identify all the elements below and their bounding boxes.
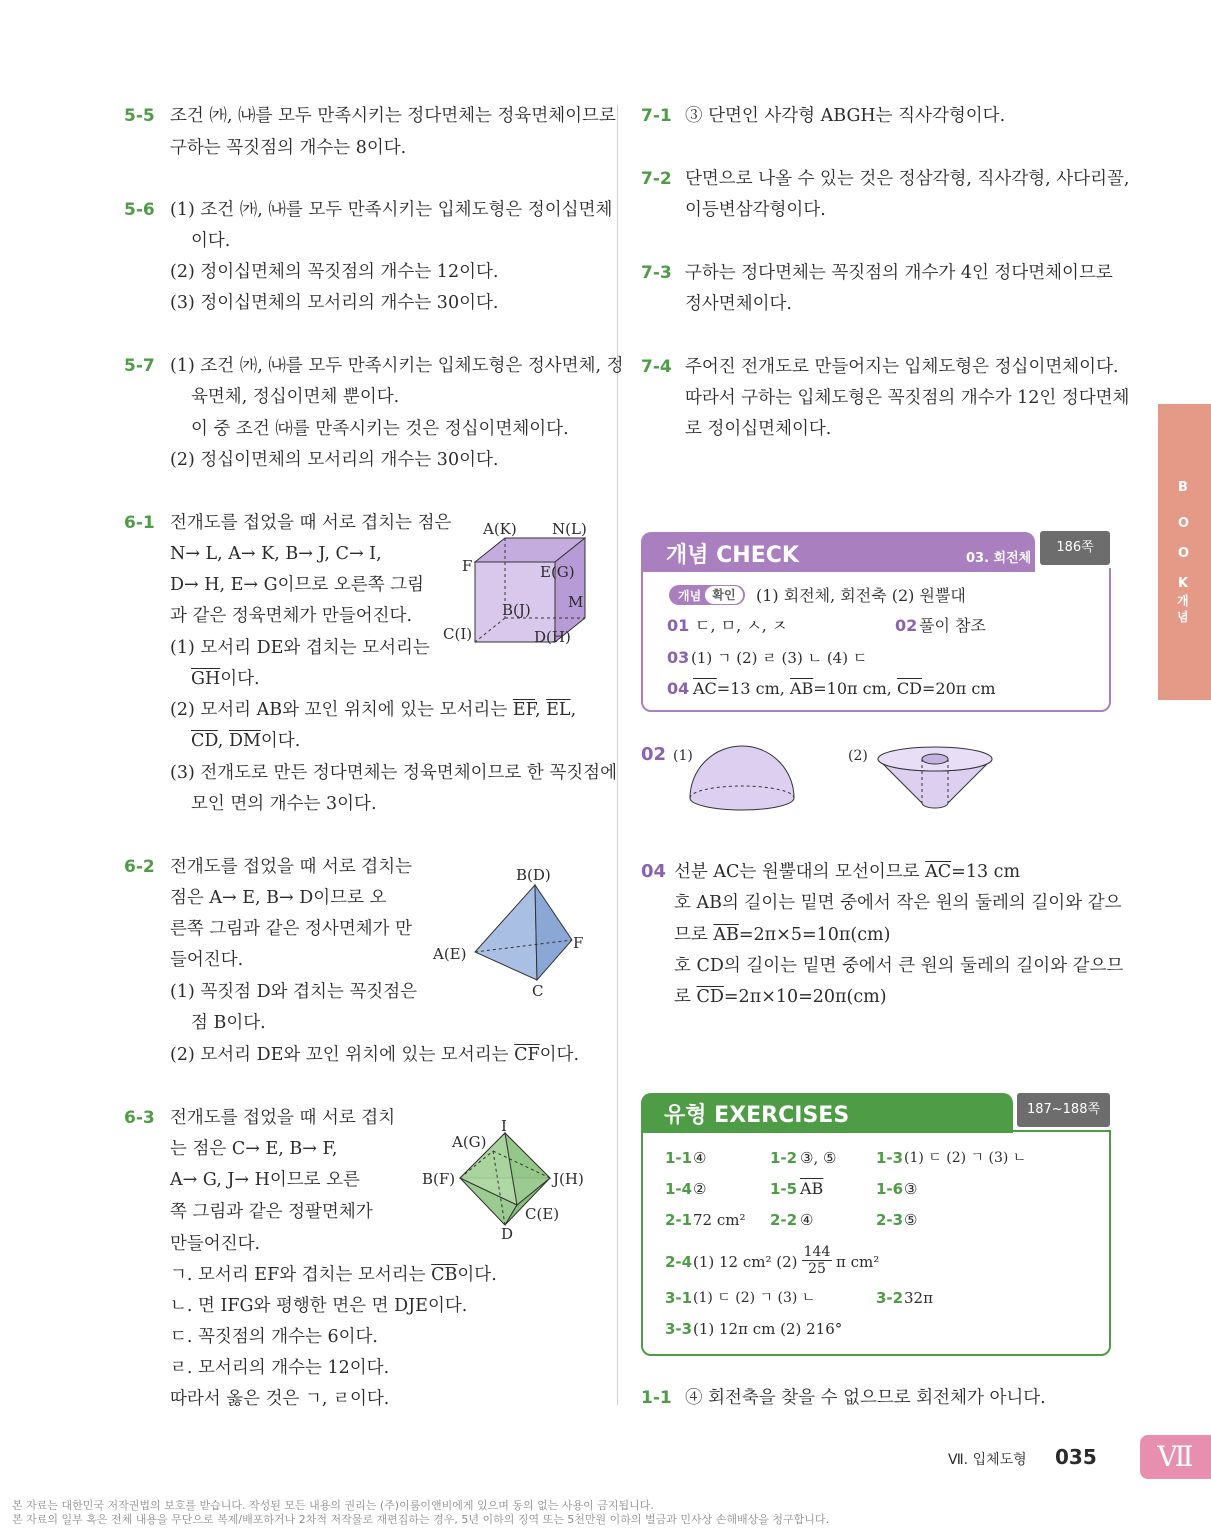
text-line: 모인 면의 개수는 3이다. [191,794,377,814]
text-line: 구하는 정다면체는 꼭짓점의 개수가 4인 정다면체이므로 [685,263,1113,283]
answer-number: 3-2 [876,1289,904,1307]
vertex-label: C(I) [443,625,473,643]
answer-number: 1-1 [665,1149,693,1167]
problem-number: 1-1 [641,1388,672,1408]
problem-number: 7-3 [641,263,672,283]
concept-tag [669,585,745,605]
vertex-label: A(E) [433,945,467,963]
text-line: ㄱ. 모서리 EF와 겹치는 모서리는 $\overline{CB}$이다. [170,1265,497,1285]
problem-number: 5-6 [124,200,155,220]
answer-value: ② [693,1180,707,1198]
side-tab [1158,404,1211,700]
text-line: 호 CD의 길이는 밑면 중에서 큰 원의 둘레의 길이와 같으므 [674,956,1124,976]
hemisphere-figure [685,738,800,813]
answer-value: 32π [904,1289,933,1307]
sub-label: (1) [673,748,693,764]
fraction [802,1244,832,1277]
text-line: (2) 모서리 AB와 꼬인 위치에 있는 모서리는 $\overline{EF}$, $\overline{EL}$, [170,700,577,720]
text-line: 점은 A→ E, B→ D이므로 오 [170,888,387,908]
answer-number: 02 [895,616,918,635]
text-line: 른쪽 그림과 같은 정사면체가 만 [170,919,413,939]
copyright-notice: 본 자료는 대한민국 저작권법의 보호를 받습니다. 작성된 모든 내용의 권리는 (주)이룸이앤비에게 있으며 동의 없는 사용이 금지됩니다. [12,1499,654,1512]
answer-value: $\overline{AC}=13$ cm, $\overline{AB}=10\pi$ cm, $\overline{CD}=20\pi$ cm [693,679,996,698]
answer-value: 72 cm² [693,1211,746,1229]
vertex-label: E(G) [540,563,575,581]
vertex-label: C(E) [525,1205,560,1223]
answer-value: ④ [693,1149,707,1167]
problem-number: 5-5 [124,106,155,126]
answer-number: 1-3 [876,1149,904,1167]
vertex-label: D(H) [534,628,571,646]
text-line: 로 정이십면체이다. [685,419,832,439]
answer-value: ④ [800,1211,814,1229]
tetrahedron-figure [470,880,580,985]
text-line: 므로 $\overline{AB}=2\pi\times 5=10\pi(cm)$ [674,925,891,945]
page-number: 035 [1055,1445,1097,1469]
check-section: 03. 회전체 [966,551,1032,566]
answer-value: (1) ㄱ (2) ㄹ (3) ㄴ (4) ㄷ [691,649,868,667]
vertex-label: F [462,557,473,575]
text-line: (1) 조건 ㈎, ㈏를 모두 만족시키는 입체도형은 정이십면체 [170,200,613,220]
cube-figure [460,530,600,650]
side-tab-letter: K [1178,576,1189,591]
vertex-label: I [501,1117,507,1135]
text-line: $\overline{GH}$이다. [191,669,260,689]
answer-number: 2-2 [770,1211,798,1229]
text-line: 점 B이다. [191,1013,266,1033]
tag-label: 확인 [705,586,743,604]
text-line: (1) 회전체, 회전축 (2) 원뿔대 [756,586,966,605]
side-tab-letter: 개 [1177,594,1189,608]
text-line: 이다. [191,231,231,251]
text-line: 따라서 구하는 입체도형은 꼭짓점의 개수가 12인 정다면체 [685,388,1130,408]
text-line: 단면으로 나올 수 있는 것은 정삼각형, 직사각형, 사다리꼴, [685,169,1130,189]
answer-value: π cm² [836,1253,880,1271]
text-line: A→ G, J→ H이므로 오른 [170,1170,360,1190]
answer-number: 1-4 [665,1180,693,1198]
vertex-label: F [573,934,584,952]
answer-value: (1) ㄷ (2) ㄱ (3) ㄴ [693,1290,816,1306]
vertex-label: C [532,982,544,1000]
text-line: 따라서 옳은 것은 ㄱ, ㄹ이다. [170,1389,390,1409]
vertex-label: B(F) [422,1170,456,1188]
check-page-badge: 186쪽 [1040,531,1110,565]
text-line: 이등변삼각형이다. [685,200,826,220]
exercises-page-badge: 187~188쪽 [1017,1093,1110,1127]
vertex-label: N(L) [552,520,587,538]
text-line: 만들어진다. [170,1234,261,1254]
answer-number: 1-6 [876,1180,904,1198]
side-tab-letter: 념 [1177,610,1189,624]
answer-number: 03 [667,648,690,667]
answer-number: 3-1 [665,1289,693,1307]
answer-value: ③ [904,1180,918,1198]
answer-value: (1) 12 cm² (2) [693,1253,798,1271]
vertex-label: M [568,593,584,611]
problem-number: 6-3 [124,1108,155,1128]
text-line: 로 $\overline{CD}=2\pi\times 10=20\pi(cm)$ [674,987,887,1007]
text-line: (3) 정이십면체의 모서리의 개수는 30이다. [170,293,499,313]
check-title: 개념 CHECK [666,543,799,568]
text-line: ③ 단면인 사각형 ABGH는 직사각형이다. [685,106,1006,126]
text-line: 호 AB의 길이는 밑면 중에서 작은 원의 둘레의 길이와 같으 [674,893,1122,913]
frustum-figure [873,745,998,815]
text-line: (2) 정십이면체의 모서리의 개수는 30이다. [170,450,499,470]
vertex-label: B(D) [516,866,551,884]
side-tab-letter: B [1178,480,1188,495]
side-tab-letter: O [1178,546,1190,561]
answer-value: ㄷ, ㅁ, ㅅ, ㅈ [695,616,788,635]
problem-number: 5-7 [124,356,155,376]
text-line: 정사면체이다. [685,294,792,314]
text-line: ④ 회전축을 찾을 수 없으므로 회전체가 아니다. [685,1388,1046,1408]
answer-number: 3-3 [665,1320,693,1338]
text-line: (2) 모서리 DE와 꼬인 위치에 있는 모서리는 $\overline{CF}$이다. [170,1045,580,1065]
text-line: 선분 AC는 원뿔대의 모선이므로 $\overline{AC}=13$ cm [674,862,1021,882]
text-line: (2) 정이십면체의 꼭짓점의 개수는 12이다. [170,262,499,282]
answer-number: 01 [667,616,690,635]
text-line: (3) 전개도로 만든 정다면체는 정육면체이므로 한 꼭짓점에 [170,763,617,783]
text-line: 전개도를 접었을 때 서로 겹치 [170,1108,396,1128]
text-line: 주어진 전개도로 만들어지는 입체도형은 정십이면체이다. [685,357,1119,377]
answer-number: 04 [667,679,690,698]
text-line: 이 중 조건 ㈐를 만족시키는 것은 정십이면체이다. [191,419,569,439]
problem-number: 04 [641,861,667,882]
text-line: ㄷ. 꼭짓점의 개수는 6이다. [170,1327,378,1347]
vertex-label: J(H) [553,1170,584,1188]
answer-value: ③, ⑤ [800,1149,837,1167]
vertex-label: B(J) [502,601,531,619]
text-line: 과 같은 정육면체가 만들어진다. [170,606,413,626]
column-divider [617,105,618,1405]
problem-number: 02 [641,744,667,765]
text-line: 조건 ㈎, ㈏를 모두 만족시키는 정다면체는 정육면체이므로 [170,106,616,126]
text-line: (1) 조건 ㈎, ㈏를 모두 만족시키는 입체도형은 정사면체, 정 [170,356,624,376]
answer-number: 2-1 [665,1211,693,1229]
answer-value: 풀이 참조 [919,616,986,635]
answer-value: (1) ㄷ (2) ㄱ (3) ㄴ [904,1150,1027,1166]
fraction-denominator: 25 [808,1261,826,1277]
answer-number: 2-3 [876,1211,904,1229]
text-line: 구하는 꼭짓점의 개수는 8이다. [170,138,407,158]
text-line: $\overline{CD}$, $\overline{DM}$이다. [191,731,301,751]
problem-number: 7-4 [641,357,672,377]
tag-label: 개념 [678,589,702,603]
fraction-numerator: 144 [803,1244,831,1260]
text-line: 전개도를 접었을 때 서로 겹치는 [170,857,413,877]
text-line: 육면체, 정십이면체 뿐이다. [191,387,400,407]
text-line: (1) 꼭짓점 D와 겹치는 꼭짓점은 [170,982,418,1002]
exercises-title: 유형 EXERCISES [664,1103,850,1128]
answer-number: 1-2 [770,1149,798,1167]
text-line: (1) 모서리 DE와 겹치는 모서리는 [170,638,430,658]
answer-number: 2-4 [665,1253,693,1271]
problem-number: 6-2 [124,857,155,877]
text-line: N→ L, A→ K, B→ J, C→ I, [170,544,382,564]
vertex-label: A(G) [452,1133,487,1151]
chapter-badge: Ⅶ [1140,1435,1211,1479]
answer-number: 1-5 [770,1180,798,1198]
text-line: D→ H, E→ G이므로 오른쪽 그림 [170,575,424,595]
answer-value: $\overline{AB}$ [800,1179,824,1198]
answer-value: ⑤ [904,1211,918,1229]
text-line: ㄹ. 모서리의 개수는 12이다. [170,1358,390,1378]
text-line: 전개도를 접었을 때 서로 겹치는 점은 [170,513,452,533]
vertex-label: D [501,1225,514,1243]
problem-number: 7-1 [641,106,672,126]
chapter-label: Ⅶ. 입체도형 [948,1452,1027,1468]
vertex-label: A(K) [483,520,517,538]
problem-number: 7-2 [641,169,672,189]
answer-value: (1) 12π cm (2) 216° [693,1320,843,1338]
problem-number: 6-1 [124,513,155,533]
text-line: ㄴ. 면 IFG와 평행한 면은 면 DJE이다. [170,1296,468,1316]
sub-label: (2) [848,748,868,764]
text-line: 들어진다. [170,950,244,970]
text-line: 는 점은 C→ E, B→ F, [170,1139,338,1159]
side-tab-letter: O [1178,516,1190,531]
copyright-notice: 본 자료의 일부 혹은 전체 내용을 무단으로 복제/배포하거나 2차적 저작물로 재편집하는 경우, 5년 이하의 징역 또는 5천만원 이하의 벌금과 민사상 손해배상을 청구합니다. [12,1513,830,1526]
text-line: 쪽 그림과 같은 정팔면체가 [170,1202,373,1222]
